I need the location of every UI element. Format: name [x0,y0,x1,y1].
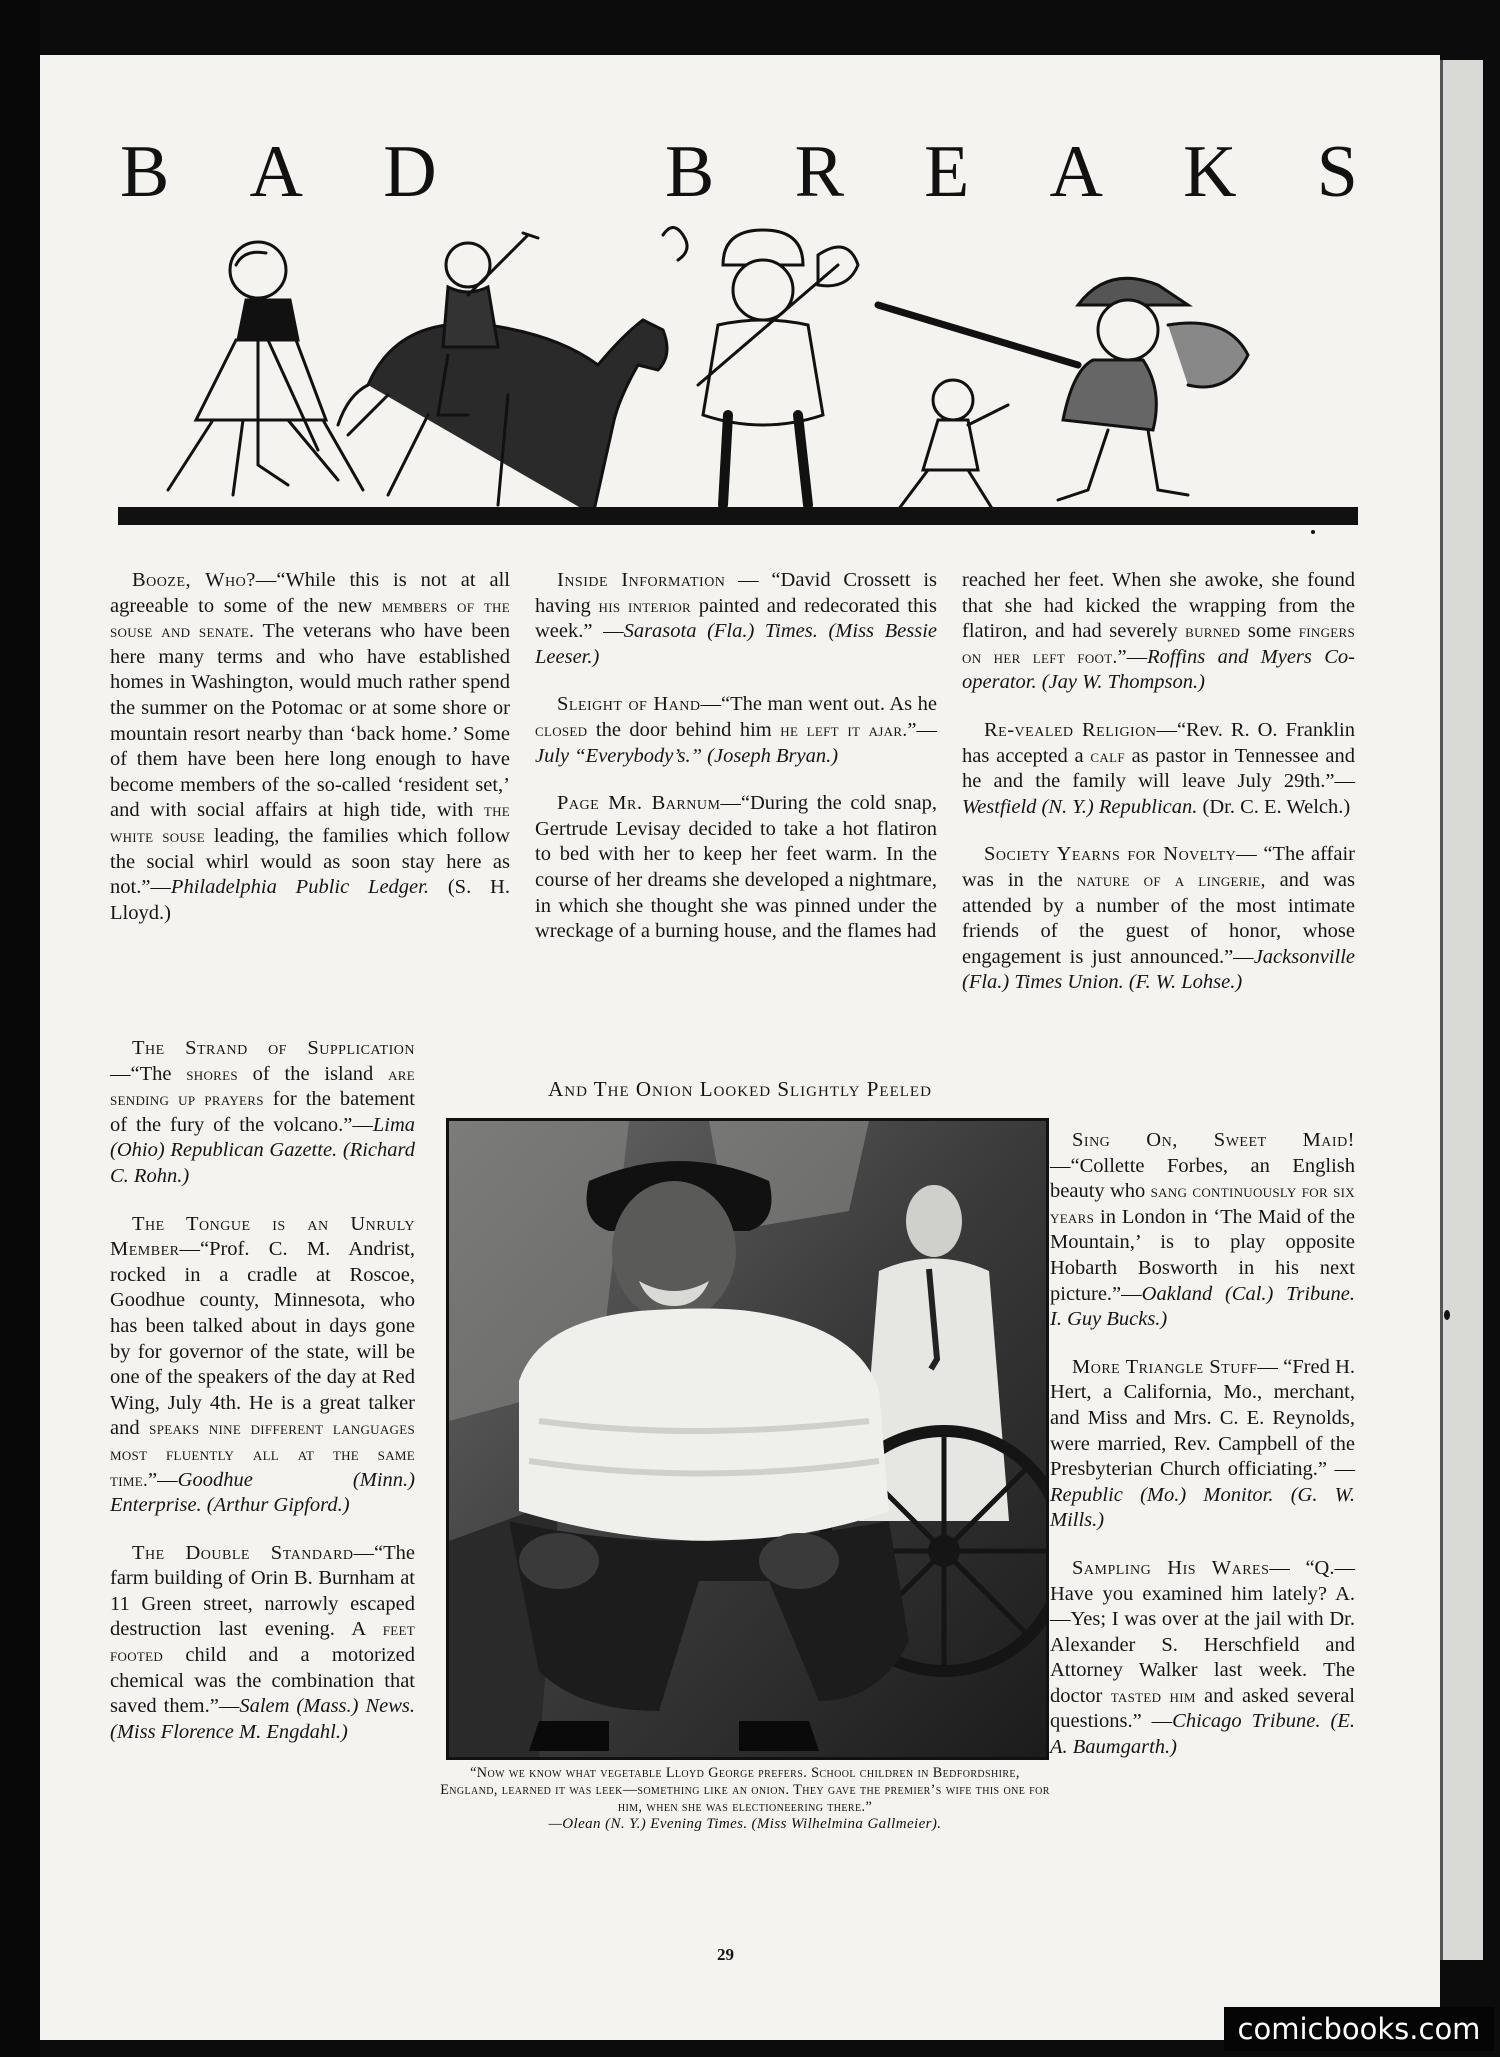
photo-title: And The Onion Looked Slightly Peeled [548,1077,932,1101]
article-source: Philadelphia Public Ledger. [170,876,429,899]
cartoon-sports-banner [118,225,1358,525]
article-emphasis: burned [1185,621,1241,643]
article-emphasis: nature of a lingerie, [1076,869,1266,891]
article-text: reached her feet. When she awoke, she found that she had kicked the wrapping from the flatiron, and had severely [962,569,1355,643]
article-text: and was attended by a number of the most intimate friends of the guest of honor, whose engagement is just announced.”— [962,868,1355,968]
article-emphasis: sang continuously for six years [1050,1181,1355,1228]
article-text: child and a motorized chemical was the combination that saved them.”— [110,1644,415,1718]
article-society-novelty [962,842,1355,996]
scan-left-edge [0,0,40,2057]
article-emphasis: speaks nine different languages most fluently all at the same time. [110,1418,415,1491]
article-source: Salem (Mass.) News. [239,1695,415,1718]
article-page-mr-barnum [535,791,937,945]
article-text: —“The [110,1062,187,1085]
article-more-triangle-stuff [1050,1355,1355,1534]
article-credit: (Joseph Bryan.) [707,744,839,767]
title-letter: S [1316,131,1360,213]
title-letter: R [794,131,846,213]
article-heading: Sing On, Sweet Maid! [1072,1129,1355,1151]
article-emphasis: feet footed [110,1619,415,1667]
article-heading: Page Mr. Barnum [557,792,721,815]
article-source: Jacksonville (Fla.) Times Union. [962,945,1355,994]
article-text: The veterans who have been here many terms and who have established homes in Washington, would much rather spend the summer on the Potomac or at some shore or mountain resort nearby than ‘back home.’ Some of them have been here long enough to have become members of the so-called ‘resident set,’ and with social affairs at high tide, with [110,620,510,822]
title-letter: A [249,131,305,213]
article-emphasis: the white souse [110,800,510,847]
lacrosse-player-illustration [663,228,858,506]
article-text: ”— [1117,645,1148,668]
article-sing-on-sweet-maid [1050,1128,1355,1333]
photo-caption [440,1765,1050,1833]
article-revealed-religion [962,718,1355,820]
article-emphasis: tasted him [1110,1685,1196,1707]
article-emphasis: his interior [598,595,692,617]
photo-man-with-onion [449,1121,1046,1757]
article-heading: The Strand of Supplication [132,1037,415,1059]
article-text: leading, the families which follow the social whirl would as soon stay here as not.”— [110,824,510,899]
article-credit: (E. A. Baumgarth.) [1050,1710,1355,1759]
article-source: Goodhue (Minn.) Enterprise. [110,1468,415,1517]
article-text: the door behind him [587,718,781,741]
article-heading: Society Yearns for Novelty [984,843,1237,866]
article-source: Oakland (Cal.) Tribune. [1141,1282,1355,1305]
title-letter: K [1183,131,1239,213]
article-emphasis: he left it ajar. [780,719,908,741]
article-source: Sarasota (Fla.) Times. [623,620,818,643]
scan-right-edge [1440,60,1483,1960]
article-credit: I. Guy Bucks.) [1050,1308,1168,1331]
article-text: —“The man went out. As he [700,693,937,716]
article-emphasis: are sending up prayers [110,1063,415,1111]
article-sleight-of-hand [535,692,937,769]
article-double-standard [110,1541,415,1746]
article-text: and asked several questions.” — [1050,1684,1355,1733]
article-text: — “Fred H. Hert, a California, Mo., merchant, and Miss and Mrs. C. E. Reynolds, were married, Rev. Campbell of the Presbyterian Church officiating.” — [1050,1355,1355,1481]
article-text: ”— [907,718,937,741]
page-title [120,130,1360,215]
column-2 [535,568,937,967]
page-number: 29 [717,1945,734,1964]
article-text: some [1240,620,1299,643]
scan-speck [1444,1310,1450,1320]
article-emphasis: members of the souse and senate. [110,595,510,643]
article-text: of the island [237,1062,389,1085]
article-heading: Booze, Who? [132,569,256,591]
title-letter: A [1049,131,1105,213]
article-text: for the batement of the fury of the volcano.”— [110,1088,415,1136]
column-3 [962,568,1355,1018]
article-heading: Sleight of Hand [557,693,701,716]
article-heading: Sampling His Wares [1072,1556,1270,1579]
article-credit: (Arthur Gipford.) [206,1494,350,1517]
column-1 [110,568,510,948]
article-heading: The Double Standard [132,1541,354,1564]
article-text: painted and redecorated this week.” — [535,594,937,643]
article-heading: More Triangle Stuff [1072,1355,1258,1378]
article-credit: (Richard C. Rohn.) [110,1139,415,1187]
banner-ground-bar [118,507,1358,525]
article-unruly-member [110,1212,415,1519]
article-strand-of-supplication [110,1036,415,1190]
article-source: Republic (Mo.) Monitor. [1050,1483,1274,1506]
title-letter: D [383,131,439,213]
article-source: Roffins and Myers Co-operator. [962,645,1355,694]
article-emphasis: shores [186,1063,238,1085]
article-credit: (Dr. C. E. Welch.) [1202,795,1351,818]
article-text: —“Collette Forbes, an English beauty who [1050,1154,1355,1203]
site-watermark: comicbooks.com [1224,2007,1494,2051]
hockey-player-illustration [168,242,363,495]
article-text: — “Q.—Have you examined him lately? A.—Yes; I was over at the jail with Dr. Alexander S. Herschfield and Attorney Walker last week. The doctor [1050,1556,1355,1707]
article-sampling-his-wares [1050,1556,1355,1761]
article-source: Lima (Ohio) Republican Gazette. [110,1113,415,1162]
article-text: ”— [148,1468,178,1491]
title-letter: B [665,131,717,213]
column-1-lower [110,1036,415,1767]
article-credit: (Miss Bessie Leeser.) [535,620,938,668]
article-source: Chicago Tribune. [1172,1710,1321,1733]
polo-rider-illustration [338,233,667,515]
article-emphasis: closed [535,719,588,741]
article-source: July “Everybody’s.” [535,744,703,767]
caption-text: “Now we know what vegetable Lloyd George prefers. School children in Bedfordshire, England, learned it was leek—something like an onion. They gave the premier’s wife this one for him, when she was electioneering there.” [440,1765,1050,1815]
title-letter: E [924,131,972,213]
caption-source: —Olean (N. Y.) Evening Times. [548,1816,748,1832]
article-text: — “The affair was in the [962,843,1355,891]
column-3-lower [1050,1128,1355,1783]
article-heading: The Tongue is an Unruly Member [110,1212,415,1261]
article-emphasis: calf [1090,745,1125,767]
article-text: —“Prof. C. M. Andrist, rocked in a cradle at Roscoe, Goodhue county, Minnesota, who has been talked about in days gone by for governor of the state, will be one of the speakers of the day at Red Wing, July 4th. He is a great talker and [110,1238,415,1440]
article-text: — “David Crossett is having [535,569,937,617]
article-inside-information [535,568,937,670]
article-text: —“During the cold snap, Gertrude Levisay decided to take a hot flatiron to bed with her to keep her feet warm. In the course of her dreams she developed a nightmare, in which she thought she was pinned under the wreckage of a burning house, and the flames had [535,792,937,943]
article-credit: (Miss Florence M. Engdahl.) [110,1720,348,1743]
article-text: —“While this is not at all agreeable to some of the new [110,569,510,617]
article-heading: Re-vealed Religion [984,718,1157,741]
article-booze-who [110,568,510,926]
title-letter: B [120,131,172,213]
article-credit: (Jay W. Thompson.) [1041,671,1205,694]
article-credit: (G. W. Mills.) [1050,1483,1356,1532]
scan-speck [1311,530,1315,534]
article-text: —“The farm building of Orin B. Burnham at 11 Green street, narrowly escaped destruction last evening. A [110,1541,415,1641]
title-gap [517,130,587,215]
photo-frame [446,1118,1049,1760]
article-text: as pastor in Tennessee and he and the family will leave July 29th.”— [962,744,1355,793]
article-source: Westfield (N. Y.) Republican. [962,795,1198,818]
article-emphasis: fingers on her left foot. [962,621,1355,668]
article-text: —“Rev. R. O. Franklin has accepted a [962,718,1355,767]
article-credit: (S. H. Lloyd.) [110,876,510,924]
article-credit: (F. W. Lohse.) [1128,971,1243,994]
article-page-mr-barnum-continued [962,568,1355,696]
article-text: in London in ‘The Maid of the Mountain,’ is to play opposite Hobarth Bosworth in his next picture.”— [1050,1205,1355,1305]
article-heading: Inside Information [557,569,726,591]
baseball-catcher-illustration [898,380,1008,510]
caption-credit: (Miss Wilhelmina Gallmeier). [751,1816,942,1832]
